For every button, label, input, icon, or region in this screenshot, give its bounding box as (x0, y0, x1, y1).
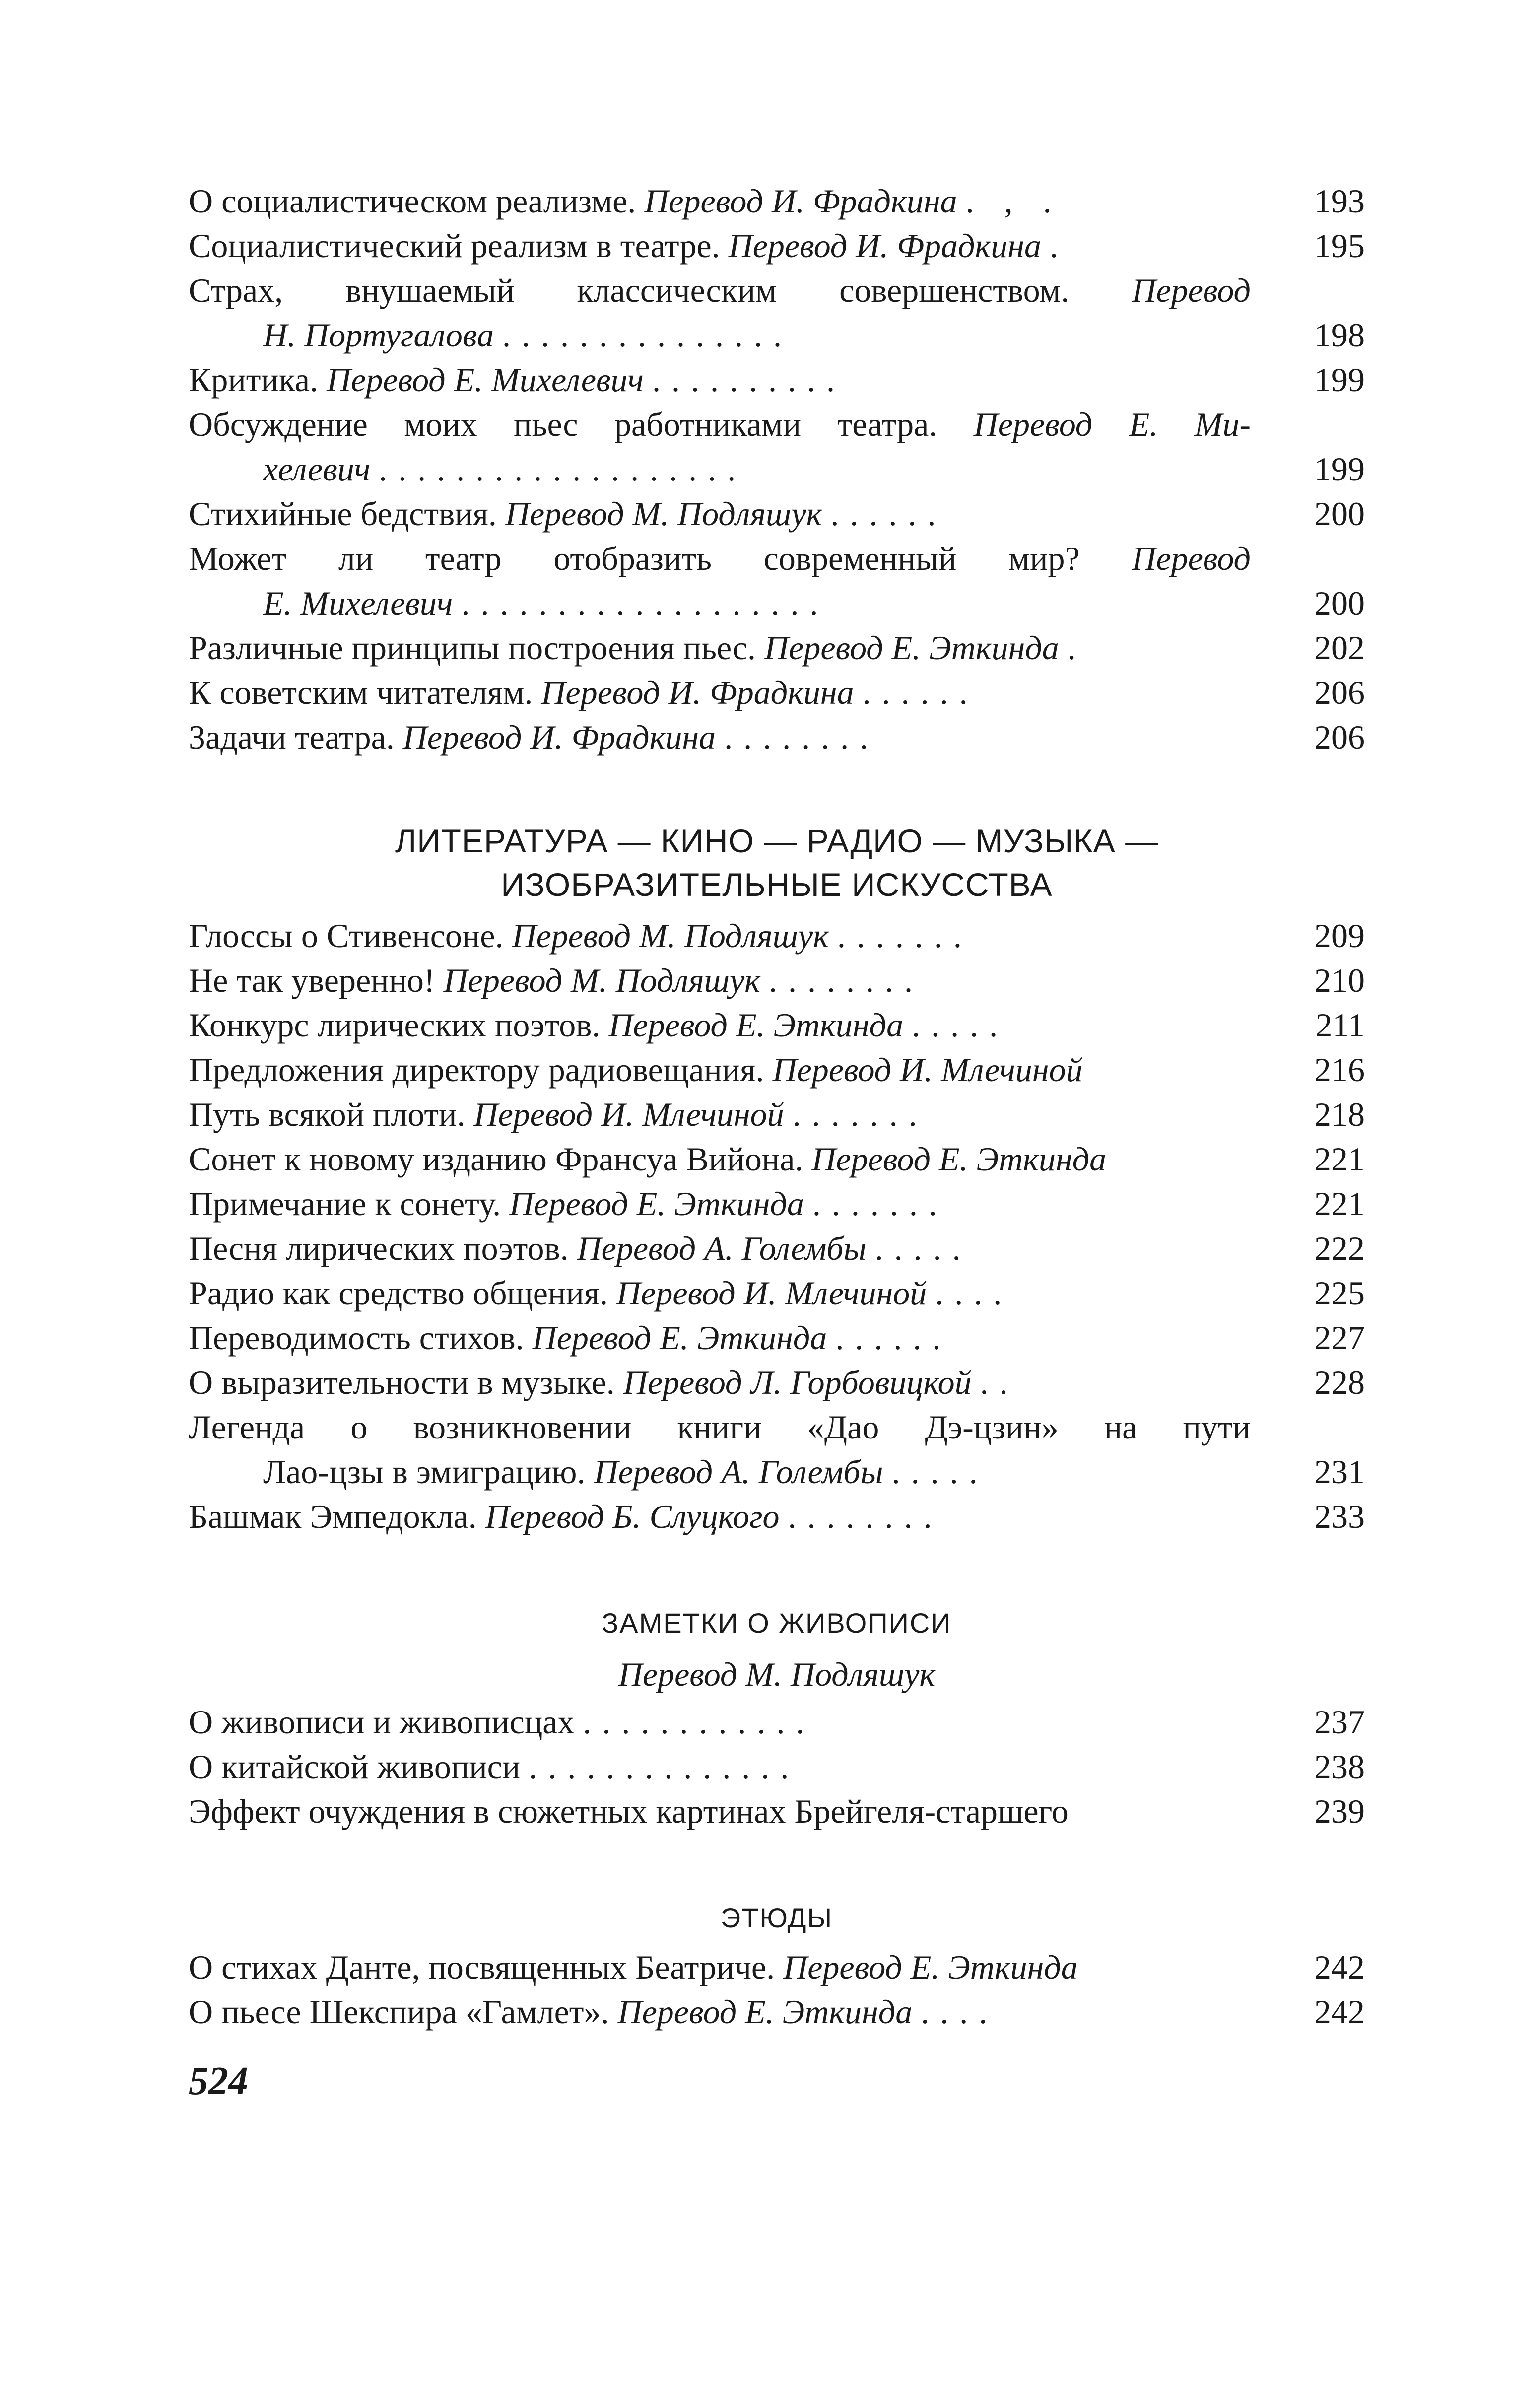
entry-title: Переводимость стихов. (189, 1319, 524, 1357)
entry-translator: Перевод Е. Ми- (973, 406, 1251, 443)
page-ref: 225 (1314, 1274, 1365, 1312)
toc-entry-line (189, 402, 1365, 447)
dot-leader: .............. (529, 1748, 800, 1785)
entry-title: Обсуждение моих пьес работниками театра. (189, 406, 937, 443)
entry-translator: Перевод Е. Эткинда (617, 1993, 913, 2031)
entry-translator: Перевод И. Фрадкина (728, 227, 1041, 265)
page-number: 524 (189, 2059, 248, 2103)
page-ref: 222 (1314, 1230, 1365, 1267)
toc-entry-text (263, 1449, 1251, 1494)
dot-leader: ...... (835, 1319, 952, 1357)
entry-translator: Перевод (1132, 540, 1251, 577)
dot-leader: .......... (652, 361, 846, 399)
page-ref: 206 (1314, 674, 1365, 711)
toc-section-theatre (189, 179, 1365, 759)
entry-translator: Перевод Л. Горбовицкой (623, 1364, 972, 1401)
entry-translator: Перевод М. Подляшук (512, 917, 829, 955)
entry-translator-cont: Н. Португалова (263, 316, 494, 354)
entry-translator: Перевод Е. Эткинда (811, 1140, 1107, 1178)
page-ref: 206 (1314, 718, 1365, 756)
page-ref: 216 (1314, 1051, 1365, 1089)
page-ref: 237 (1314, 1703, 1365, 1741)
entry-translator: Перевод И. Млечиной (772, 1051, 1083, 1089)
toc-entry (189, 913, 1365, 958)
toc-entry-text (263, 581, 1251, 625)
page-ref: 231 (1314, 1453, 1365, 1491)
entry-title: Глоссы о Стивенсоне. (189, 917, 504, 955)
toc-entry-text (189, 1047, 1251, 1092)
page-ref: 210 (1314, 961, 1365, 999)
entry-translator: Перевод (1132, 272, 1251, 309)
section-subheading-painting: Перевод М. Подляшук (618, 1655, 936, 1693)
entry-title: Сонет к новому изданию Франсуа Вийона. (189, 1140, 803, 1178)
toc-entry-line (189, 536, 1365, 581)
section-heading-etudes: ЭТЮДЫ (720, 1902, 833, 1933)
dot-leader: . , . (965, 182, 1063, 220)
entry-title: Страх, внушаемый классическим совершенством. (189, 272, 1070, 309)
page-ref: 195 (1314, 227, 1365, 265)
toc-entry (189, 625, 1365, 670)
page (189, 179, 1365, 2104)
dot-leader: ...... (862, 674, 979, 711)
toc-entry-text (189, 715, 1251, 759)
page-ref: 218 (1314, 1096, 1365, 1133)
toc-entry-text (189, 1315, 1251, 1360)
entry-translator: Перевод М. Подляшук (505, 495, 822, 533)
page-ref: 200 (1314, 584, 1365, 622)
toc-entry-text (189, 223, 1251, 268)
entry-title: О стихах Данте, посвященных Беатриче. (189, 1948, 775, 1986)
toc-entry (189, 179, 1365, 223)
toc-entry-text (189, 625, 1251, 670)
toc-entry (189, 1700, 1365, 1744)
entry-title: О социалистическом реализме. (189, 182, 636, 220)
dot-leader: ........ (788, 1498, 943, 1535)
dot-leader: ....... (812, 1185, 948, 1223)
page-ref: 199 (1314, 450, 1365, 488)
toc-entry-text (189, 179, 1251, 223)
entry-title: О китайской живописи (189, 1748, 521, 1785)
entry-title-cont: Лао-цзы в эмиграцию. (263, 1453, 586, 1491)
entry-title: К советским читателям. (189, 674, 533, 711)
dot-leader: ....... (792, 1096, 928, 1133)
page-ref: 221 (1314, 1140, 1365, 1178)
dot-leader: ............ (583, 1703, 815, 1741)
toc-entry (189, 1003, 1365, 1047)
toc-entry-text (189, 1494, 1251, 1539)
entry-title: Стихийные бедствия. (189, 495, 497, 533)
entry-translator: Перевод И. Фрадкина (541, 674, 854, 711)
toc-section-literature (189, 913, 1365, 1539)
toc-entry-text (189, 1789, 1251, 1834)
dot-leader: ............... (502, 316, 793, 354)
entry-title: Легенда о возникновении книги «Дао Дэ-цзин» на пути (189, 1408, 1251, 1446)
toc-entry (189, 1989, 1365, 2034)
page-ref: 198 (1314, 316, 1365, 354)
dot-leader: .... (921, 1993, 999, 2031)
entry-title: Башмак Эмпедокла. (189, 1498, 477, 1535)
toc-entry (189, 1271, 1365, 1315)
toc-entry (189, 1494, 1365, 1539)
toc-entry-text (189, 913, 1251, 958)
dot-leader: ........ (724, 718, 879, 756)
toc-entry-text (189, 1945, 1251, 1989)
toc-entry (189, 670, 1365, 715)
entry-title: Предложения директору радиовещания. (189, 1051, 764, 1089)
toc-entry-text (189, 1700, 1251, 1744)
page-ref: 209 (1314, 917, 1365, 955)
entry-translator: Перевод Е. Эткинда (532, 1319, 827, 1357)
page-ref: 239 (1314, 1792, 1365, 1830)
toc-entry (189, 1449, 1365, 1494)
dot-leader: .. (980, 1364, 1019, 1401)
entry-translator-cont: Е. Михелевич (263, 584, 453, 622)
entry-translator: Перевод Е. Эткинда (608, 1006, 904, 1044)
toc-entry (189, 1137, 1365, 1181)
entry-translator: Перевод М. Подляшук (443, 961, 760, 999)
dot-leader: ..... (912, 1006, 1009, 1044)
entry-title: Социалистический реализм в театре. (189, 227, 720, 265)
toc-entry (189, 357, 1365, 402)
toc-entry-text (263, 447, 1251, 491)
entry-translator: Перевод Е. Михелевич (327, 361, 644, 399)
section-heading-painting: ЗАМЕТКИ О ЖИВОПИСИ (602, 1607, 952, 1639)
entry-title: Радио как средство общения. (189, 1274, 608, 1312)
entry-title: Может ли театр отобразить современный мир? (189, 540, 1080, 577)
page-ref: 227 (1314, 1319, 1365, 1357)
toc-entry-text (189, 1226, 1251, 1271)
toc-entry-text (189, 1744, 1251, 1789)
entry-translator-cont: хелевич (263, 450, 371, 488)
page-ref: 242 (1314, 1993, 1365, 2031)
toc-entry (189, 1226, 1365, 1271)
dot-leader: ..... (874, 1230, 972, 1267)
toc-entry (189, 581, 1365, 625)
toc-entry-text (189, 1989, 1251, 2034)
entry-title: Не так уверенно! (189, 961, 435, 999)
entry-title: О пьесе Шекспира «Гамлет». (189, 1993, 609, 2031)
toc-entry (189, 491, 1365, 536)
toc-entry (189, 1047, 1365, 1092)
entry-translator: Перевод А. Голембы (577, 1230, 867, 1267)
entry-translator: Перевод И. Фрадкина (402, 718, 716, 756)
toc-entry (189, 1360, 1365, 1405)
spacer (189, 1938, 1365, 1945)
page-ref: 242 (1314, 1948, 1365, 1986)
toc-entry (189, 1945, 1365, 1989)
toc-entry-text (189, 536, 1251, 581)
entry-title: О выразительности в музыке. (189, 1364, 615, 1401)
toc-entry-text (189, 1137, 1251, 1181)
section-heading-line2: ИЗОБРАЗИТЕЛЬНЫЕ ИСКУССТВА (501, 866, 1053, 903)
entry-translator: Перевод Е. Эткинда (764, 629, 1059, 667)
entry-title: Критика. (189, 361, 319, 399)
toc-entry (189, 715, 1365, 759)
entry-translator: Перевод Е. Эткинда (783, 1948, 1078, 1986)
toc-entry (189, 1315, 1365, 1360)
entry-translator: Перевод И. Млечиной (473, 1096, 784, 1133)
toc-entry-text (189, 1360, 1251, 1405)
page-ref: 202 (1314, 629, 1365, 667)
section-heading-literature (189, 819, 1365, 906)
toc-entry-line (189, 268, 1365, 313)
dot-leader: .... (935, 1274, 1013, 1312)
toc-entry-line (189, 1405, 1365, 1449)
dot-leader: ..... (891, 1453, 989, 1491)
toc-entry (189, 223, 1365, 268)
dot-leader: ................... (461, 584, 829, 622)
toc-entry-text (189, 402, 1251, 447)
toc-section-painting (189, 1700, 1365, 1834)
toc-entry (189, 958, 1365, 1003)
entry-title: Конкурс лирических поэтов. (189, 1006, 601, 1044)
toc-entry-text (189, 1405, 1251, 1449)
spacer (189, 906, 1365, 913)
toc-entry-text (189, 1181, 1251, 1226)
toc-entry (189, 313, 1365, 357)
entry-title: О живописи и живописцах (189, 1703, 575, 1741)
page-ref: 221 (1314, 1185, 1365, 1223)
entry-translator: Перевод Б. Слуцкого (485, 1498, 780, 1535)
page-ref: 211 (1315, 1006, 1365, 1044)
toc-entry-text (189, 1092, 1251, 1137)
page-ref: 233 (1314, 1498, 1365, 1535)
entry-translator: Перевод Е. Эткинда (509, 1185, 804, 1223)
entry-title: Путь всякой плоти. (189, 1096, 466, 1133)
toc-entry-text (189, 1003, 1251, 1047)
dot-leader: ...... (830, 495, 947, 533)
toc-entry (189, 1181, 1365, 1226)
toc-entry (189, 1789, 1365, 1834)
page-ref: 228 (1314, 1364, 1365, 1401)
page-ref: 238 (1314, 1748, 1365, 1785)
dot-leader: ........ (769, 961, 924, 999)
section-heading-line1: ЛИТЕРАТУРА — КИНО — РАДИО — МУЗЫКА — (395, 822, 1159, 859)
entry-translator: Перевод А. Голембы (594, 1453, 883, 1491)
toc-entry-text (189, 958, 1251, 1003)
toc-entry (189, 1092, 1365, 1137)
toc-entry-text (189, 1271, 1251, 1315)
page-ref: 193 (1314, 182, 1365, 220)
dot-leader: . (1067, 629, 1087, 667)
toc-entry (189, 1744, 1365, 1789)
dot-leader: ....... (837, 917, 973, 955)
toc-entry-text (189, 268, 1251, 313)
page-ref: 200 (1314, 495, 1365, 533)
entry-translator: Перевод И. Млечиной (616, 1274, 927, 1312)
entry-title: Примечание к сонету. (189, 1185, 501, 1223)
toc-entry-text (189, 357, 1251, 402)
entry-title: Песня лирических поэтов. (189, 1230, 569, 1267)
entry-title: Задачи театра. (189, 718, 395, 756)
toc-entry-text (263, 313, 1251, 357)
entry-title: Различные принципы построения пьес. (189, 629, 756, 667)
entry-translator: Перевод И. Фрадкина (644, 182, 957, 220)
dot-leader: ................... (379, 450, 747, 488)
page-ref: 199 (1314, 361, 1365, 399)
entry-title: Эффект очуждения в сюжетных картинах Брейгеля-старшего (189, 1792, 1069, 1830)
dot-leader: . (1049, 227, 1069, 265)
toc-entry-text (189, 670, 1251, 715)
toc-entry-text (189, 491, 1251, 536)
toc-entry (189, 447, 1365, 491)
toc-section-etudes (189, 1945, 1365, 2034)
